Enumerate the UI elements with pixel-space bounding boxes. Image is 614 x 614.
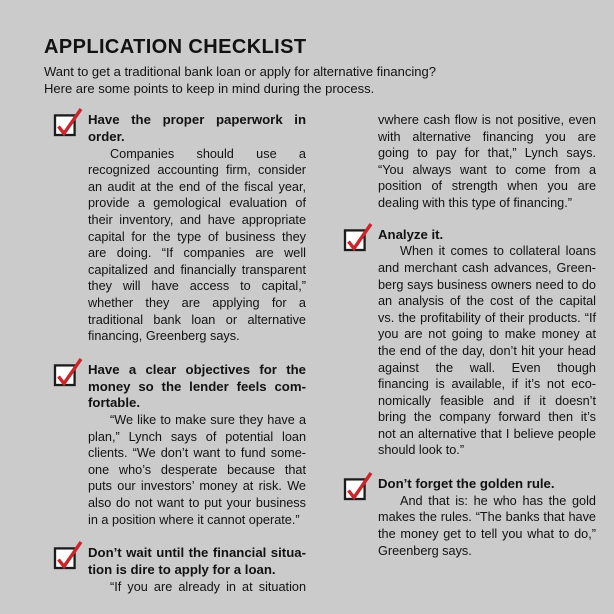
item-body: Companies should use a recognized accounting firm, consider an audit at the end of the fiscal year, provide a gemological evaluation of their inventory, and have appropriate capital for the type of business they are doing. “If companies are well capitalized and financially transparent they will have access to capital,” whether they are applying for a traditional bank loan or alternative financing, Greenberg says. [88,146,306,344]
right-column [345,112,596,595]
intro-line-2: Here are some points to keep in mind during the process. [44,80,375,96]
item-body: And that is: he who has the gold makes the rules. “The banks that have the money get to tell you what to do,” Greenberg says. [378,493,596,558]
checklist-item-analyze [345,227,596,460]
item-body: “If you are already in at situation [110,579,306,594]
item-heading: Don’t forget the golden rule. [378,476,555,492]
item-heading: Don’t wait until the financial situation is dire to apply for a loan. [88,545,306,578]
item-body: When it comes to collateral loans and merchant cash advances, Greenberg says business owners need to do an analysis of the cost of the capital vs. the profitability of their products. “If you are not going to make money at the end of the day, don’t hit your head against the wall. Even though financing is available, if it’s not economically feasible and if it doesn’t bring the company forward then it’s not an alternative that I believe people should look to.” [378,244,596,458]
checklist-item-paperwork [55,112,306,345]
continuation-paragraph: vwhere cash flow is not positive, even with alternative financing you are going to pay for that,” Lynch says. “You always want to come from a position of strength when you are dealing with this type of financing.” [378,113,596,210]
checklist-item-dont-wait [55,545,306,595]
checked-checkbox-icon [55,362,88,387]
item-heading: Have a clear objectives for the money so the lender feels comfortable. [88,361,306,411]
two-column-layout [55,112,614,595]
checklist-item-golden-rule [345,476,596,559]
checklist-item-objectives [55,362,306,529]
checked-checkbox-icon [55,112,88,137]
checked-checkbox-icon [345,227,378,252]
page-title: APPLICATION CHECKLIST [44,36,307,58]
checked-checkbox-icon [55,545,88,570]
item-heading: Have the proper paperwork in order. [88,112,306,144]
left-column [55,112,306,595]
item-heading: Analyze it. [378,226,444,242]
checked-checkbox-icon [345,476,378,501]
item-body: “We like to make sure they have a plan,” Lynch says of potential loan clients. “We don’t want to fund someone who’s desperate because that puts our investors’ money at risk. We also do not want to put your business in a position where it cannot operate.” [88,413,306,527]
intro-line-1: Want to get a traditional bank loan or apply for alternative financing? [44,64,436,79]
